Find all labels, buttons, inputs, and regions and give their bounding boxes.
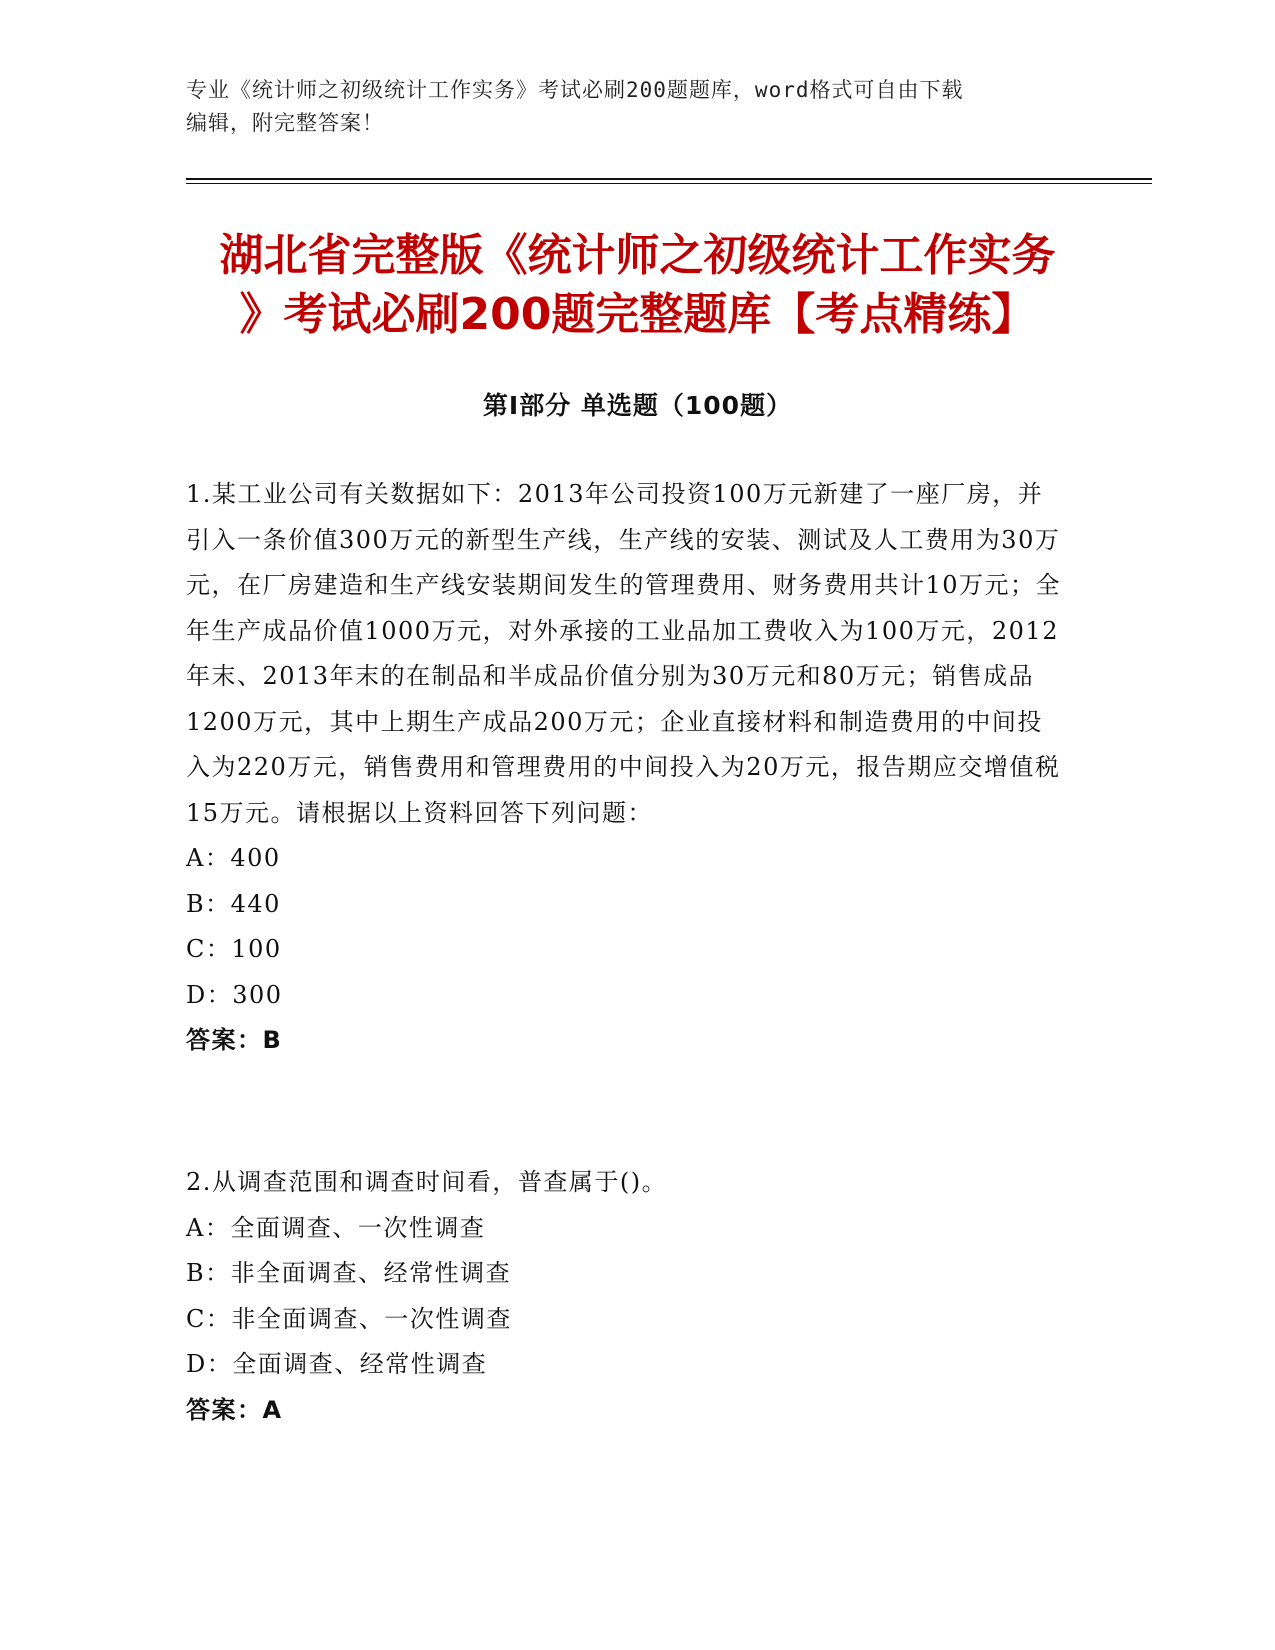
option-b: B：440 (186, 889, 281, 918)
document-title-line-2: 》考试必刷200题完整题库【考点精练】 (239, 289, 1036, 340)
header-divider-thick (186, 178, 1152, 180)
header-note-line-1: 专业《统计师之初级统计工作实务》考试必刷200题题库，word格式可自由下载 (186, 78, 964, 102)
document-title (150, 226, 1125, 344)
document-title-line-1: 湖北省完整版《统计师之初级统计工作实务 (219, 230, 1056, 281)
answer: 答案：B (186, 1026, 283, 1054)
option-d: D：全面调查、经常性调查 (186, 1350, 488, 1378)
header-divider-thin (186, 183, 1152, 184)
option-d: D：300 (186, 980, 283, 1009)
question-stem: 1.某工业公司有关数据如下：2013年公司投资100万元新建了一座厂房，并引入一条价值300万元的新型生产线，生产线的安装、测试及人工费用为30万元，在厂房建造和生产线安装期间发生的管理费用、财务费用共计10万元；全年生产成品价值1000万元，对外承接的工业品加工费收入为100万元，2012年末、2013年末的在制品和半成品价值分别为30万元和80万元；销售成品1200万元，其中上期生产成品200万元；企业直接材料和制造费用的中间投入为220万元，销售费用和管理费用的中间投入为20万元，报告期应交增值税15万元。请根据以上资料回答下列问题： (186, 480, 1062, 827)
question-1 (186, 472, 1066, 1064)
answer: 答案：A (186, 1395, 283, 1424)
option-c: C：100 (186, 935, 282, 963)
section-heading: 第Ⅰ部分 单选题（100题） (482, 391, 793, 420)
header-note (186, 74, 1086, 140)
option-a: A：全面调查、一次性调查 (186, 1213, 486, 1242)
question-2 (186, 1160, 1066, 1433)
option-c: C：非全面调查、一次性调查 (186, 1304, 512, 1333)
header-note-line-2: 编辑，附完整答案！ (186, 111, 384, 135)
question-stem: 2.从调查范围和调查时间看，普查属于()。 (186, 1168, 668, 1196)
option-b: B：非全面调查、经常性调查 (186, 1259, 512, 1287)
option-a: A：400 (186, 844, 281, 872)
